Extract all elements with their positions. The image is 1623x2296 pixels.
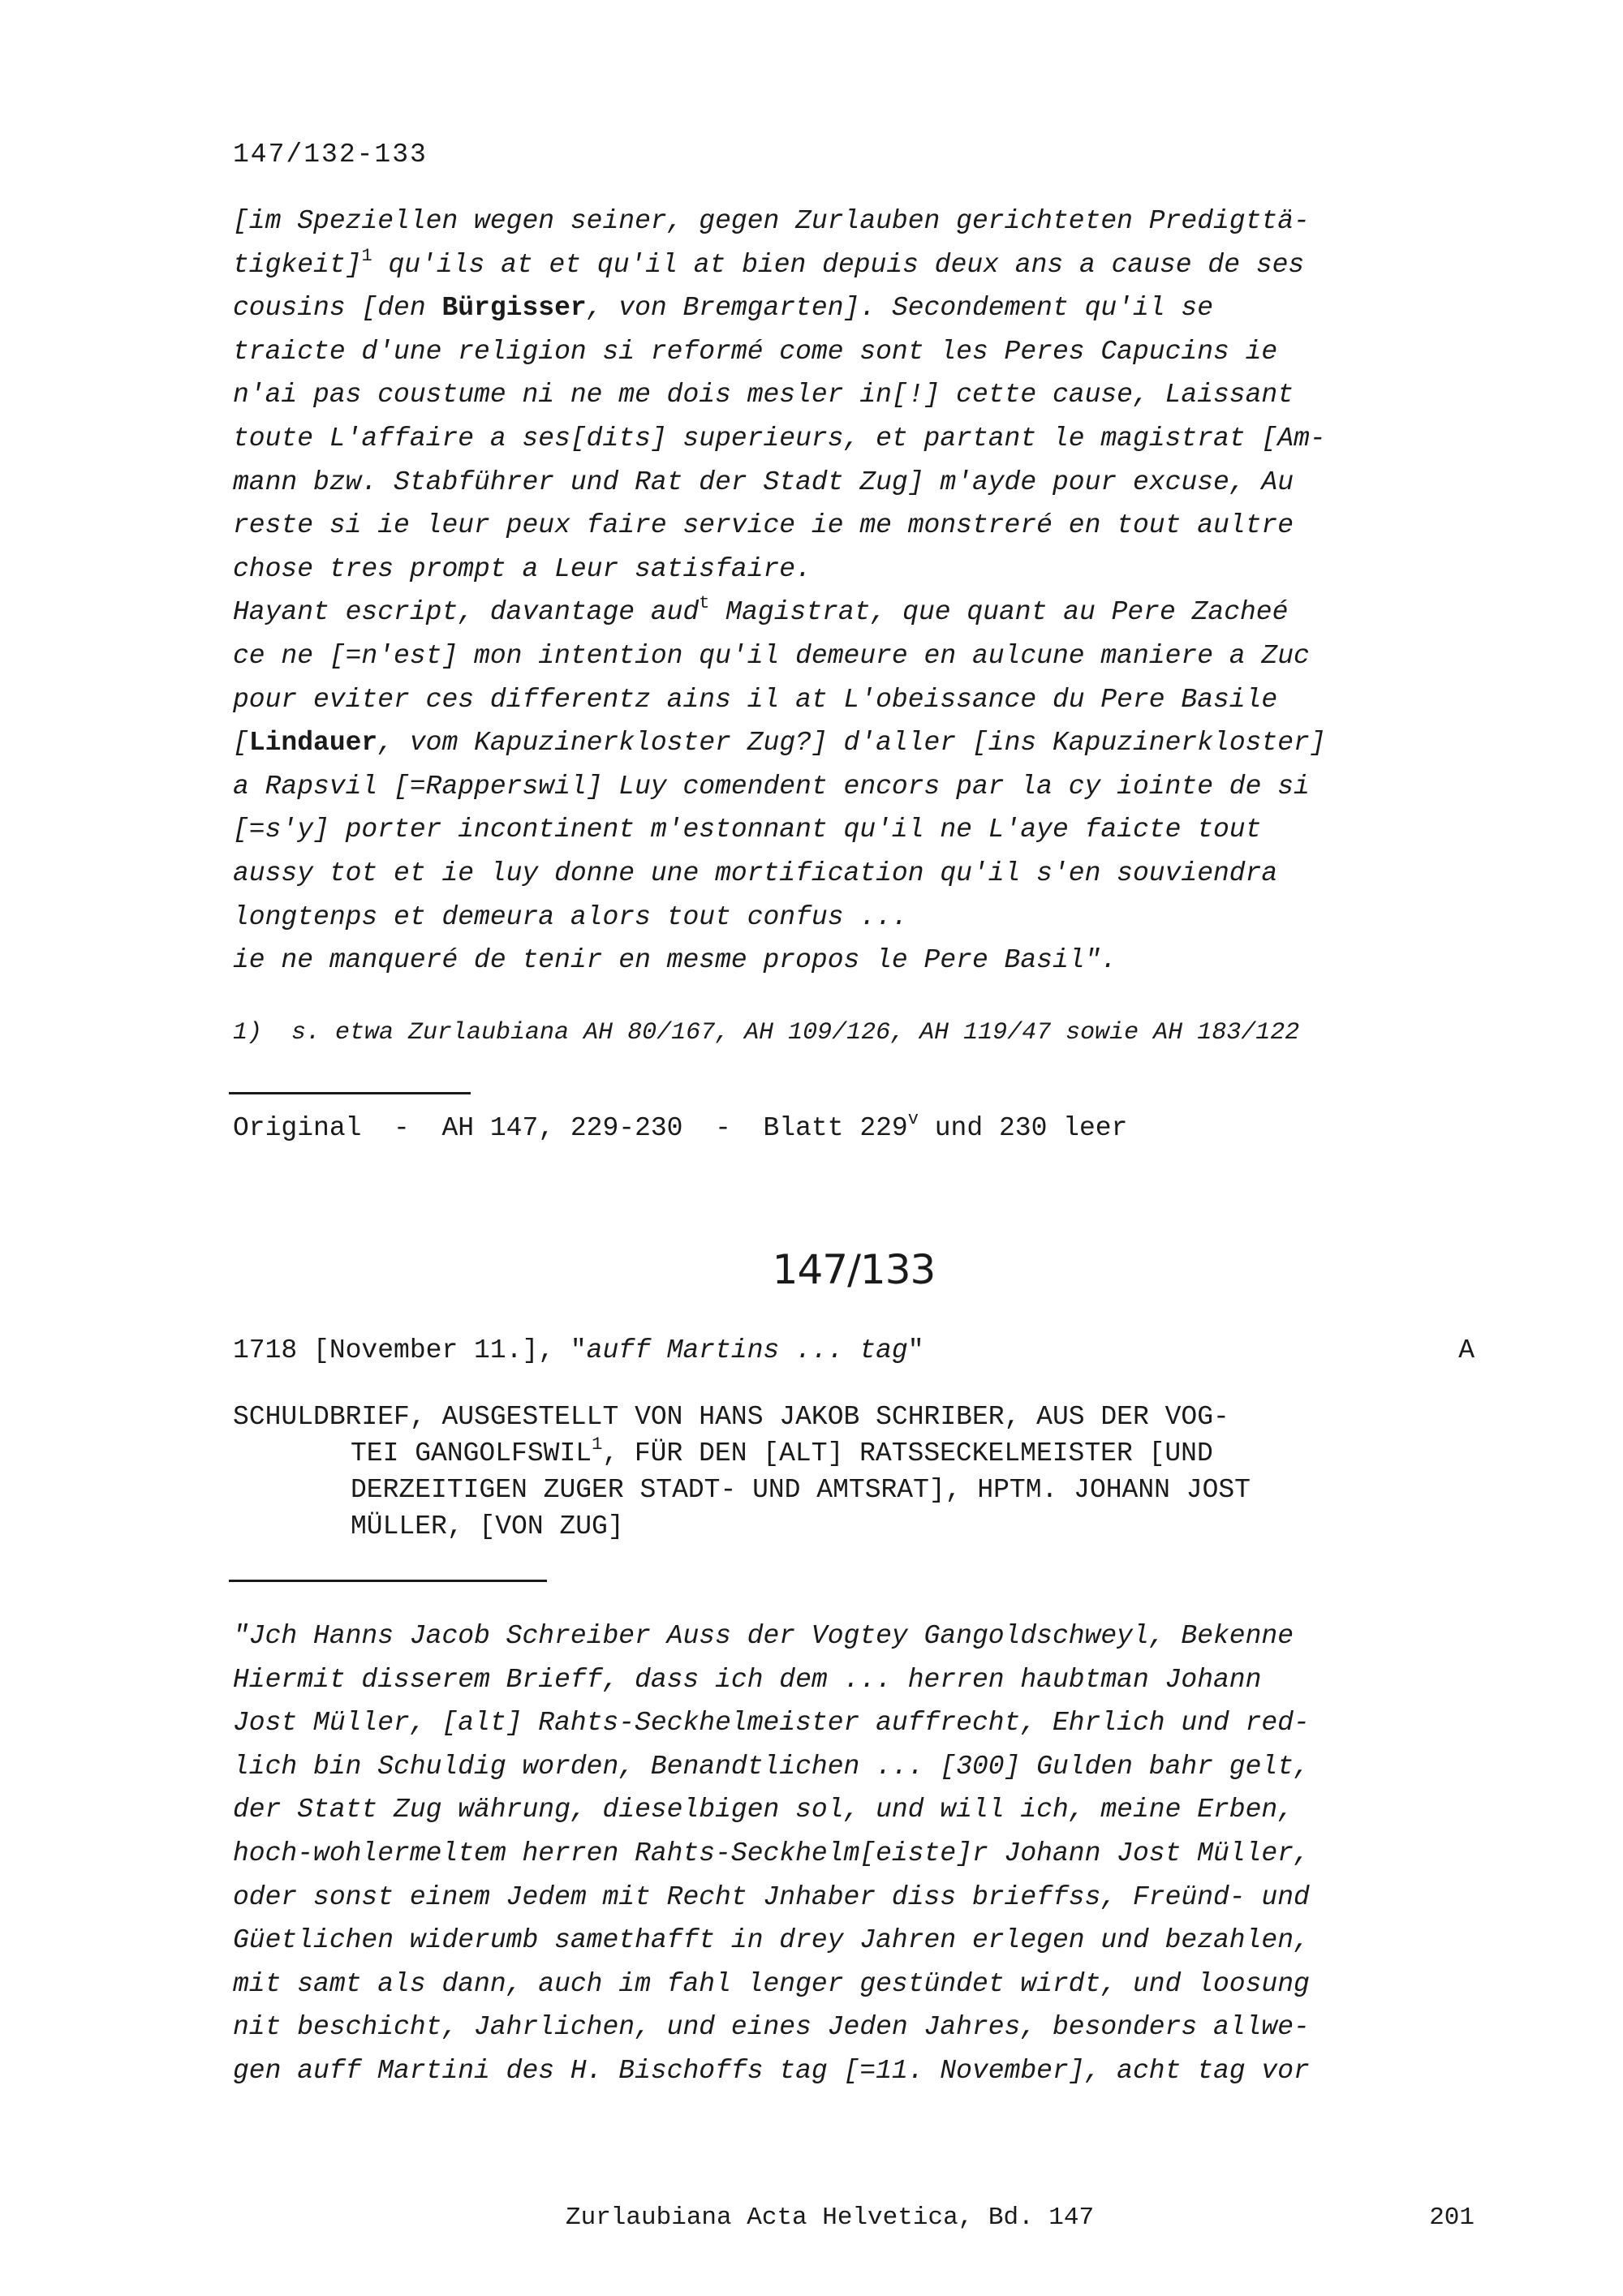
text-line: cousins [den Bürgisser, von Bremgarten]. Secondement qu'il se [233,293,1214,324]
text-line: toute L'affaire a ses[dits] superieurs, et partant le magistrat [Am- [233,423,1326,454]
text-line: Hiermit disserem Brieff, dass ich dem ... herren haubtman Johann [233,1664,1262,1695]
text-line: Hayant escript, davantage aud$^t$ Magistrat, que quant au Pere Zacheé [233,593,1289,628]
text-line: a Rapsvil [=Rapperswil] Luy comendent encors par la cy iointe de si [233,771,1310,802]
footer-source: Zurlaubiana Acta Helvetica, Bd. 147 [566,2204,1095,2232]
text-line: gen auff Martini des H. Bischoffs tag [=11. November], acht tag vor [233,2055,1310,2086]
text-line: [im Speziellen wegen seiner, gegen Zurlauben gerichteten Predigttä- [233,206,1310,236]
superscript-t: t [699,593,710,614]
text-line: chose tres prompt a Leur satisfaire. [233,553,812,584]
text-line: tigkeit]$^1$ qu'ils at et qu'il at bien depuis deux ans a cause de ses [233,245,1305,280]
name-buergisser: Bürgisser [441,293,587,324]
document-page [233,0,1474,2296]
title-line: MÜLLER, [VON ZUG] [351,1511,624,1541]
divider-rule [229,1092,471,1094]
superscript-v: v [907,1109,919,1129]
text-line: ie ne manqueré de tenir en mesme propos le Pere Basil". [233,945,1117,976]
document-title [233,1399,1474,1545]
text-line: "Jch Hanns Jacob Schreiber Auss der Vogtey Gangoldschweyl, Bekenne [233,1621,1294,1651]
text-line: [Lindauer, vom Kapuzinerkloster Zug?] d'aller [ins Kapuzinerkloster] [233,728,1326,759]
text-line: longtenps et demeura alors tout confus ... [233,901,908,932]
footnote: 1) s. etwa Zurlaubiana AH 80/167, AH 109/126, AH 119/47 sowie AH 183/122 [233,1019,1300,1047]
title-line: TEI GANGOLFSWIL$^1$, FÜR DEN [ALT] RATSSECKELMEISTER [UND [351,1434,1213,1468]
title-line: DERZEITIGEN ZUGER STADT- UND AMTSRAT], HPTM. JOHANN JOST [351,1475,1251,1505]
divider-rule [229,1580,547,1582]
document-type-letter: A [1458,1335,1474,1365]
text-line: Jost Müller, [alt] Rahts-Seckhelmeister auffrecht, Ehrlich und red- [233,1708,1310,1739]
text-line: n'ai pas coustume ni ne me dois mesler in[!] cette cause, Laissant [233,380,1294,411]
page-number: 201 [1429,2204,1474,2232]
text-line: der Statt Zug währung, dieselbigen sol, und will ich, meine Erben, [233,1795,1294,1825]
dateline [233,1335,1474,1365]
document-date: 1718 [November 11.], "auff Martins ... tag" [233,1335,924,1365]
text-line: hoch-wohlermeltem herren Rahts-Seckhelm[eiste]r Johann Jost Müller, [233,1838,1310,1868]
text-line: mit samt als dann, auch im fahl lenger gestündet wirdt, und loosung [233,1968,1310,1999]
text-line: reste si ie leur peux faire service ie me monstreré en tout aultre [233,510,1294,541]
document-reference: 147/132-133 [233,140,428,170]
text-line: oder sonst einem Jedem mit Recht Jnhaber diss brieffss, Freünd- und [233,1881,1310,1912]
name-lindauer: Lindauer [248,728,378,759]
title-line: SCHULDBRIEF, AUSGESTELLT VON HANS JAKOB SCHRIBER, AUS DER VOG- [233,1402,1229,1432]
footnote-marker: 1 [592,1434,603,1455]
text-line: ce ne [=n'est] mon intention qu'il demeure en aulcune maniere a Zuc [233,640,1310,671]
footnote-marker: 1 [361,245,372,266]
text-line: mann bzw. Stabführer und Rat der Stadt Zug] m'ayde pour excuse, Au [233,467,1294,497]
quote-text [233,1615,1474,2093]
text-line: Güetlichen widerumb samethafft in drey Jahren erlegen und bezahlen, [233,1925,1310,1956]
text-line: pour eviter ces differentz ains il at L'obeissance du Pere Basile [233,684,1278,715]
text-line: aussy tot et ie luy donne une mortification qu'il s'en souviendra [233,858,1278,888]
continuation-text [233,200,1474,982]
document-number: 147/133 [772,1246,936,1293]
text-line: lich bin Schuldig worden, Benandtlichen ... [300] Gulden bahr gelt, [233,1751,1310,1782]
text-line: nit beschicht, Jahrlichen, und eines Jeden Jahres, besonders allwe- [233,2012,1310,2043]
original-source-line: Original - AH 147, 229-230 - Blatt 229$^v$ und 230 leer [233,1109,1128,1143]
text-line: traicte d'une religion si reformé come sont les Peres Capucins ie [233,336,1278,367]
text-line: [=s'y] porter incontinent m'estonnant qu'il ne L'aye faicte tout [233,815,1262,845]
